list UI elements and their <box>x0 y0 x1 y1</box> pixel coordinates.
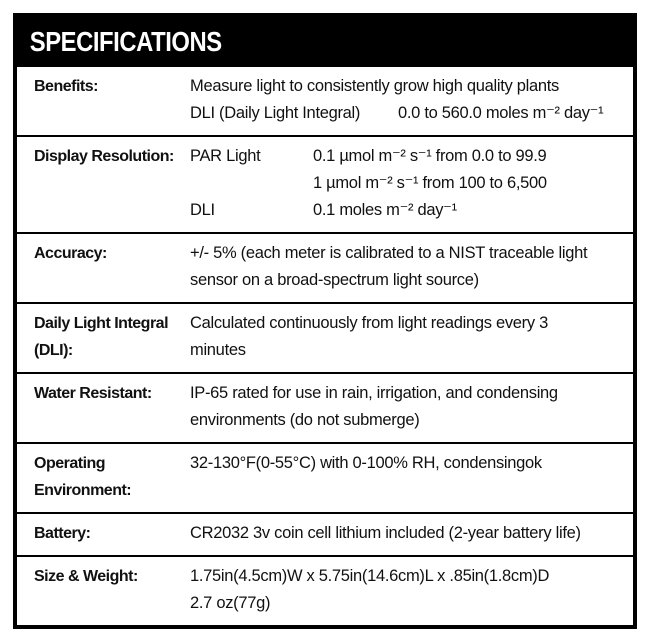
display-resolution-par-line-2 <box>190 170 633 197</box>
dli-calc-line-2: minutes <box>190 341 246 359</box>
spec-value-size-weight <box>190 563 633 617</box>
spec-row-water-resistant <box>17 372 633 442</box>
size-weight-line-2: 2.7 oz(77g) <box>190 594 271 612</box>
size-weight-line-1: 1.75in(4.5cm)W x 5.75in(14.6cm)L x .85in(1.8cm)D <box>190 567 550 585</box>
benefits-dli-range: 0.0 to 560.0 moles m⁻² day⁻¹ <box>398 104 604 122</box>
spec-label-size-weight: Size & Weight: <box>34 568 138 585</box>
par-light-value-2: 1 µmol m⁻² s⁻¹ from 100 to 6,500 <box>313 174 547 192</box>
battery-line-1: CR2032 3v coin cell lithium included (2-year battery life) <box>190 524 581 542</box>
spec-label-benefits: Benefits: <box>34 78 98 95</box>
spec-row-battery <box>17 512 633 555</box>
spec-value-accuracy <box>190 240 633 294</box>
dli-label: DLI <box>190 201 215 219</box>
spec-row-display-resolution <box>17 135 633 232</box>
benefits-dli-label: DLI (Daily Light Integral) <box>190 104 361 122</box>
spec-value-water-resistant <box>190 380 633 434</box>
display-resolution-par-line-1 <box>190 143 633 170</box>
spec-value-benefits <box>190 73 633 127</box>
spec-row-size-weight <box>17 555 633 625</box>
par-light-label: PAR Light <box>190 147 261 165</box>
spec-label-daily-light-integral: Daily Light Integral (DLI): <box>34 315 169 359</box>
benefits-line-2 <box>190 100 633 127</box>
spec-row-accuracy <box>17 232 633 302</box>
spec-value-battery <box>190 520 633 547</box>
spec-value-display-resolution <box>190 143 633 224</box>
water-resistant-line-2: environments (do not submerge) <box>190 411 420 429</box>
dli-value: 0.1 moles m⁻² day⁻¹ <box>313 201 457 219</box>
spec-row-daily-light-integral <box>17 302 633 372</box>
spec-value-daily-light-integral <box>190 310 633 364</box>
par-light-label-blank <box>190 170 313 197</box>
spec-value-operating-environment <box>190 450 633 504</box>
specifications-header <box>17 17 633 67</box>
spec-row-benefits <box>17 67 633 135</box>
accuracy-line-2: sensor on a broad-spectrum light source) <box>190 271 479 289</box>
spec-label-battery: Battery: <box>34 525 91 542</box>
display-resolution-dli-line <box>190 197 633 224</box>
dli-calc-line-1: Calculated continuously from light readings every 3 <box>190 314 548 332</box>
water-resistant-line-1: IP-65 rated for use in rain, irrigation, and condensing <box>190 384 558 402</box>
spec-label-display-resolution: Display Resolution: <box>34 148 174 165</box>
specifications-table <box>13 13 637 629</box>
operating-environment-line-1: 32-130°F(0-55°C) with 0-100% RH, condensingok <box>190 454 542 472</box>
spec-label-accuracy: Accuracy: <box>34 245 107 262</box>
specifications-title: SPECIFICATIONS <box>29 26 222 57</box>
spec-label-water-resistant: Water Resistant: <box>34 385 152 402</box>
benefits-line-1: Measure light to consistently grow high quality plants <box>190 77 560 95</box>
accuracy-line-1: +/- 5% (each meter is calibrated to a NIST traceable light <box>190 244 588 262</box>
spec-row-operating-environment <box>17 442 633 512</box>
par-light-value-1: 0.1 µmol m⁻² s⁻¹ from 0.0 to 99.9 <box>313 147 547 165</box>
spec-label-operating-environment: Operating Environment: <box>34 455 132 499</box>
